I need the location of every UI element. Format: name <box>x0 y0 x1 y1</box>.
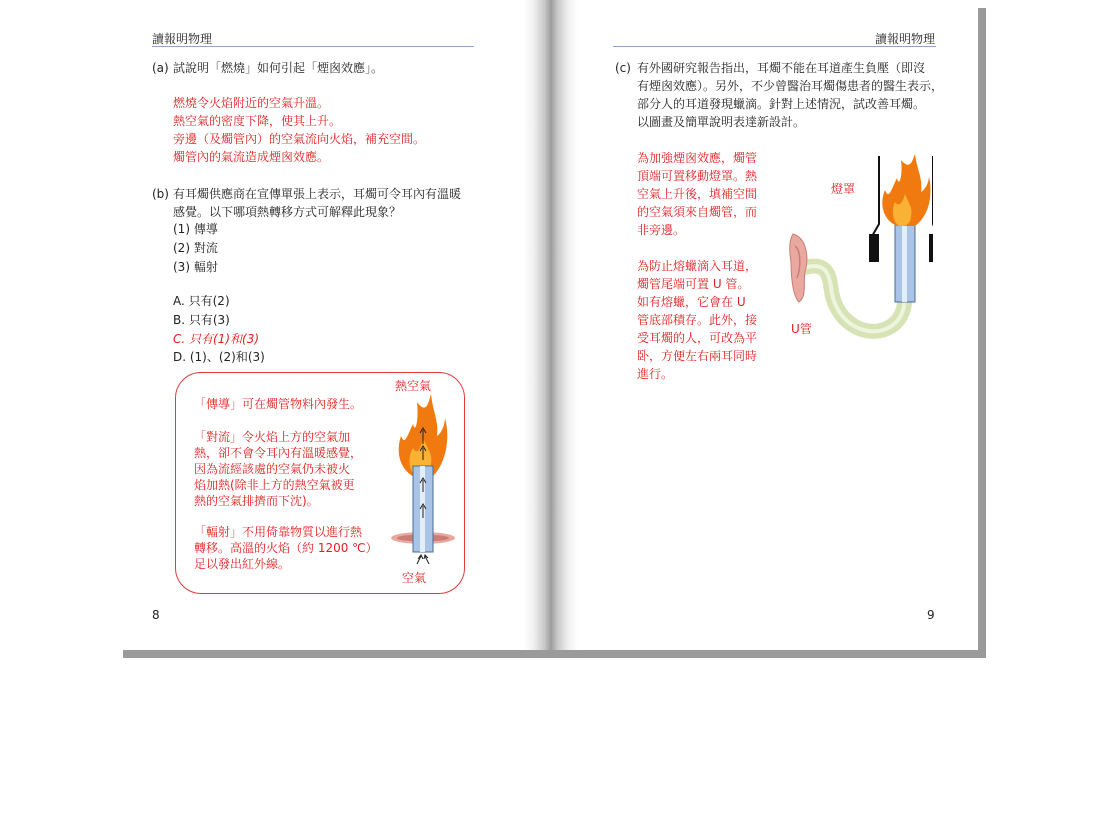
question-b-line: 感覺。以下哪項熱轉移方式可解釋此現象？ <box>173 205 402 219</box>
box-line: 焰加熱(除非上方的熱空氣被更 <box>194 478 355 492</box>
ear-candle-illustration <box>387 392 457 572</box>
choice-a: A. 只有(2) <box>173 294 230 308</box>
header-rule <box>613 46 936 47</box>
answer-c-line: 管底部積存。此外，接 <box>637 313 758 327</box>
box-line: 轉移。高溫的火焰（約 1200 ℃） <box>194 541 378 555</box>
answer-c-line: 為防止熔蠟滴入耳道， <box>637 259 758 273</box>
question-c-number: (c) <box>615 61 631 75</box>
label-u-tube: U管 <box>791 322 812 336</box>
answer-c-line: 非旁邊。 <box>637 223 686 237</box>
open-book <box>117 0 978 650</box>
choice-c-correct: C. 只有(1)和(3) <box>173 332 260 346</box>
label-lampshade: 燈罩 <box>831 182 856 196</box>
label-hot-air: 熱空氣 <box>395 379 432 393</box>
box-line: 「對流」令火焰上方的空氣加 <box>194 430 351 444</box>
question-c-line: 部分人的耳道發現蠟滴。針對上述情況，試改善耳燭。 <box>637 97 926 111</box>
right-page <box>557 0 978 650</box>
answer-a-line: 熱空氣的密度下降，使其上升。 <box>173 114 342 128</box>
running-head: 讀報明物理 <box>875 32 936 46</box>
statement-item: (2) 對流 <box>173 241 218 255</box>
choice-b: B. 只有(3) <box>173 313 230 327</box>
choice-d: D. (1)、(2)和(3) <box>173 350 265 364</box>
question-c-line: 有煙囪效應）。另外，不少曾醫治耳燭傷患者的醫生表示， <box>637 79 944 93</box>
running-head: 讀報明物理 <box>152 32 213 46</box>
answer-c-line: 燭管尾端可置 U 管。 <box>637 277 750 291</box>
page-number: 8 <box>152 608 160 622</box>
box-line: 「輻射」不用倚靠物質以進行熱 <box>194 525 363 539</box>
improved-ear-candle-illustration <box>783 150 933 345</box>
box-line: 「傳導」可在燭管物料內發生。 <box>194 397 363 411</box>
arrow-up-icon <box>417 555 423 564</box>
answer-c-line: 受耳燭的人，可改為平 <box>637 331 758 345</box>
answer-c-line: 卧，方便左右兩耳同時 <box>637 349 758 363</box>
arrow-up-icon <box>424 555 429 564</box>
answer-c-line: 的空氣須來自燭管，而 <box>637 205 758 219</box>
question-a-number: (a) <box>152 61 169 75</box>
answer-a-line: 燃燒令火焰附近的空氣升溫。 <box>173 96 330 110</box>
statement-item: (3) 輻射 <box>173 260 218 274</box>
page-number: 9 <box>927 608 935 622</box>
answer-a-line: 燭管內的氣流造成煙囪效應。 <box>173 150 330 164</box>
question-a-text: 試說明「燃燒」如何引起「煙囪效應」。 <box>173 61 384 75</box>
answer-c-line: 如有熔蠟，它會在 U <box>637 295 746 309</box>
box-line: 熱的空氣排擠而下沈)。 <box>194 494 319 508</box>
question-b-number: (b) <box>152 187 169 201</box>
question-b-line: 有耳燭供應商在宣傳單張上表示，耳燭可令耳內有溫暖 <box>173 187 462 201</box>
left-page <box>117 0 537 650</box>
box-line: 足以發出紅外線。 <box>194 557 291 571</box>
answer-c-line: 空氣上升後，填補空間 <box>637 187 758 201</box>
answer-c-line: 為加強煙囪效應，燭管 <box>637 151 758 165</box>
answer-a-line: 旁邊（及燭管內）的空氣流向火焰，補充空間。 <box>173 132 426 146</box>
question-c-line: 有外國研究報告指出，耳燭不能在耳道產生負壓（即沒 <box>637 61 926 75</box>
box-line: 熱，卻不會令耳內有溫暖感覺， <box>194 446 363 460</box>
question-c-line: 以圖畫及簡單說明表達新設計。 <box>637 115 806 129</box>
statement-item: (1) 傳導 <box>173 222 218 236</box>
label-air: 空氣 <box>402 571 427 585</box>
answer-c-line: 頂端可置移動燈罩。熱 <box>637 169 758 183</box>
box-line: 因為流經該處的空氣仍未被火 <box>194 462 351 476</box>
header-rule <box>152 46 474 47</box>
answer-c-line: 進行。 <box>637 367 674 381</box>
ear-icon <box>790 234 807 302</box>
